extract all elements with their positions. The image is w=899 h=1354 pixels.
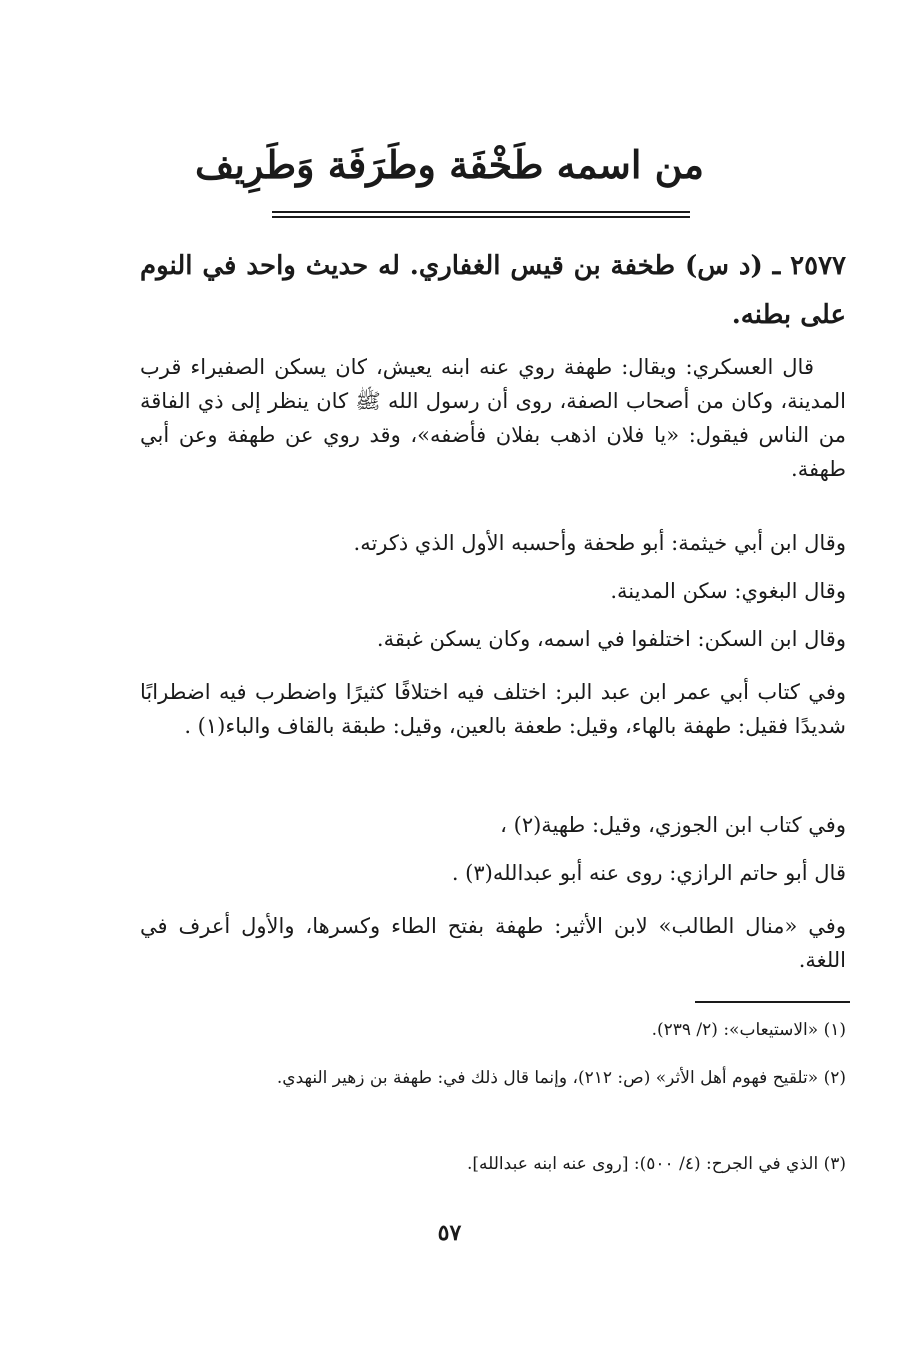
paragraph: قال أبو حاتم الرازي: روى عنه أبو عبدالله(٣) . — [451, 861, 846, 885]
paragraph: وفي كتاب أبي عمر ابن عبد البر: اختلف فيه اختلافًا كثيرًا واضطرب فيه اضطرابًا شديدًا فقيل: طهفة بالهاء، وقيل: طعفة بالعين، وقيل: طبقة بالقاف والباء(١) . — [140, 680, 846, 738]
heading-rule — [272, 211, 690, 213]
paragraph: وفي كتاب ابن الجوزي، وقيل: طهية(٢) ، — [500, 813, 846, 837]
paragraph: وقال ابن أبي خيثمة: أبو طحفة وأحسبه الأول الذي ذكرته. — [353, 531, 846, 555]
footnote: (٢) «تلقيح فهوم أهل الأثر» (ص: ٢١٢)، وإنما قال ذلك في: طهفة بن زهير النهدي. — [276, 1068, 846, 1088]
section-heading: من اسمه طَخْفَة وطَرَفَة وَطَرِيف — [195, 142, 704, 187]
paragraph: وقال ابن السكن: اختلفوا في اسمه، وكان يسكن غبقة. — [376, 627, 846, 651]
entry-heading: ٢٥٧٧ ـ (د س) طخفة بن قيس الغفاري. له حديث واحد في النوم على بطنه. — [140, 251, 846, 330]
paragraph: قال العسكري: ويقال: طهفة روي عنه ابنه يعيش، كان يسكن الصفيراء قرب المدينة، وكان من أصحاب الصفة، روى أن رسول الله ﷺ كان ينظر إلى ذي الفاقة من الناس فيقول: «يا فلان اذهب بفلان فأضفه»، وقد روي عن طهفة وعن أبي طهفة. — [140, 355, 846, 481]
footnote: (٣) الذي في الجرح: (٤/ ٥٠٠): [روى عنه ابنه عبدالله]. — [466, 1154, 846, 1174]
page-number: ٥٧ — [437, 1220, 462, 1246]
paragraph: وقال البغوي: سكن المدينة. — [610, 579, 846, 603]
footnote-separator — [695, 1001, 850, 1003]
paragraph: وفي «منال الطالب» لابن الأثير: طهفة بفتح الطاء وكسرها، والأول أعرف في اللغة. — [140, 914, 846, 972]
heading-rule — [272, 216, 690, 218]
footnote: (١) «الاستيعاب»: (٢/ ٢٣٩). — [651, 1020, 846, 1040]
